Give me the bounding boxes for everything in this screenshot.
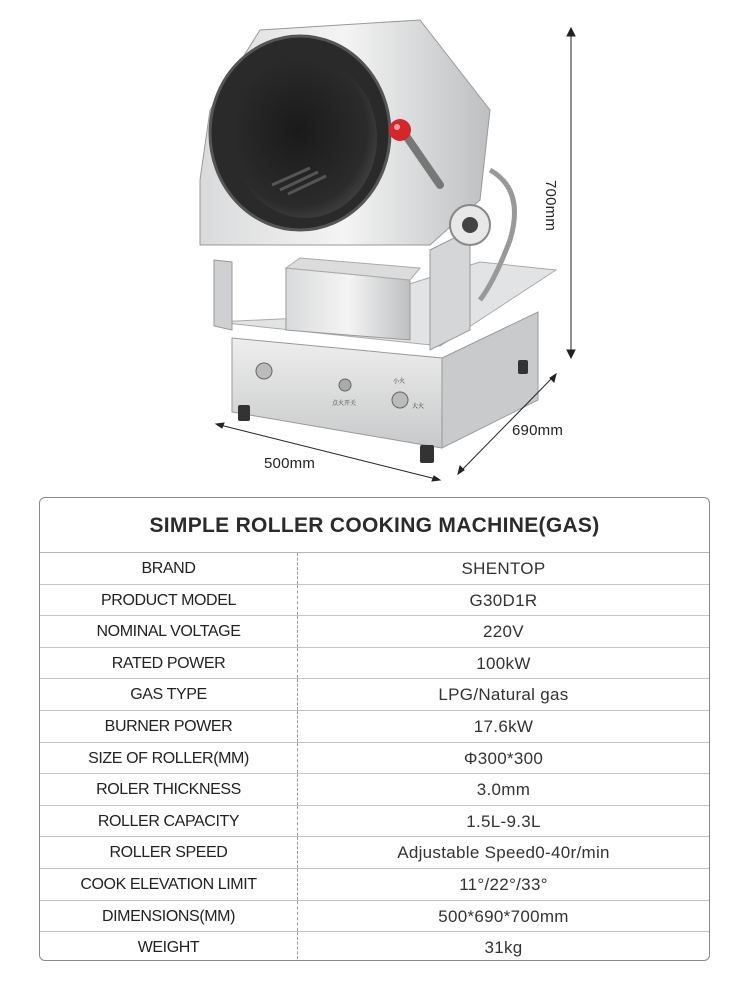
spec-label: WEIGHT [40,932,298,961]
ignition-label: 点火开关 [332,401,357,407]
table-row [40,743,709,775]
height-dimension-label: 700mm [542,180,559,232]
table-row [40,648,709,680]
spec-value: 1.5L-9.3L [466,811,541,831]
table-row [40,901,709,933]
fire-knob-icon [392,392,408,408]
handle-red-knob-icon [389,119,411,141]
table-row [40,711,709,743]
spec-label: ROLLER SPEED [40,837,298,868]
spec-label: PRODUCT MODEL [40,585,298,616]
left-frame-pillar [214,260,232,330]
high-fire-label: 大火 [412,404,425,410]
table-row [40,869,709,901]
table-row [40,837,709,869]
product-figure [0,0,750,490]
table-row [40,616,709,648]
spec-label: SIZE OF ROLLER(MM) [40,743,298,774]
roller-cooking-machine-illustration [0,0,750,490]
table-row [40,774,709,806]
spec-label: BRAND [40,553,298,584]
foot [420,445,434,463]
table-row [40,585,709,617]
spec-label: ROLER THICKNESS [40,774,298,805]
spec-value: LPG/Natural gas [438,685,569,705]
burner-box [286,268,410,340]
depth-dimension-label: 690mm [512,422,564,439]
spec-value: 31kg [484,938,523,958]
spec-label: RATED POWER [40,648,298,679]
ignition-button-icon [339,379,351,391]
left-knob-icon [256,363,272,379]
spec-value: 17.6kW [473,716,534,736]
table-row [40,679,709,711]
spec-value: Φ300*300 [463,748,544,768]
foot [238,405,250,421]
width-dimension-label: 500mm [264,455,316,472]
low-fire-label: 小火 [393,379,406,385]
spec-label: BURNER POWER [40,711,298,742]
spec-label: NOMINAL VOLTAGE [40,616,298,647]
table-row [40,806,709,838]
table-row [40,553,709,585]
right-frame-pillar [430,230,470,350]
base-front-panel [232,338,442,448]
foot [518,360,528,374]
spec-table-title: SIMPLE ROLLER COOKING MACHINE(GAS) [40,498,709,553]
spec-value: SHENTOP [461,559,546,578]
spec-table [39,497,710,961]
spec-label: ROLLER CAPACITY [40,806,298,837]
spec-table-rows [40,553,709,961]
spec-label: DIMENSIONS(MM) [40,901,298,932]
spec-label: COOK ELEVATION LIMIT [40,869,298,900]
spec-value: 100kW [476,653,531,673]
spec-value: Adjustable Speed0-40r/min [397,843,610,863]
spec-value: 11°/22°/33° [459,874,548,894]
table-row [40,932,709,961]
spec-value: G30D1R [469,590,538,610]
spec-label: GAS TYPE [40,679,298,710]
spec-value: 220V [483,622,524,642]
spec-value: 500*690*700mm [438,906,569,926]
spec-value: 3.0mm [476,780,531,800]
